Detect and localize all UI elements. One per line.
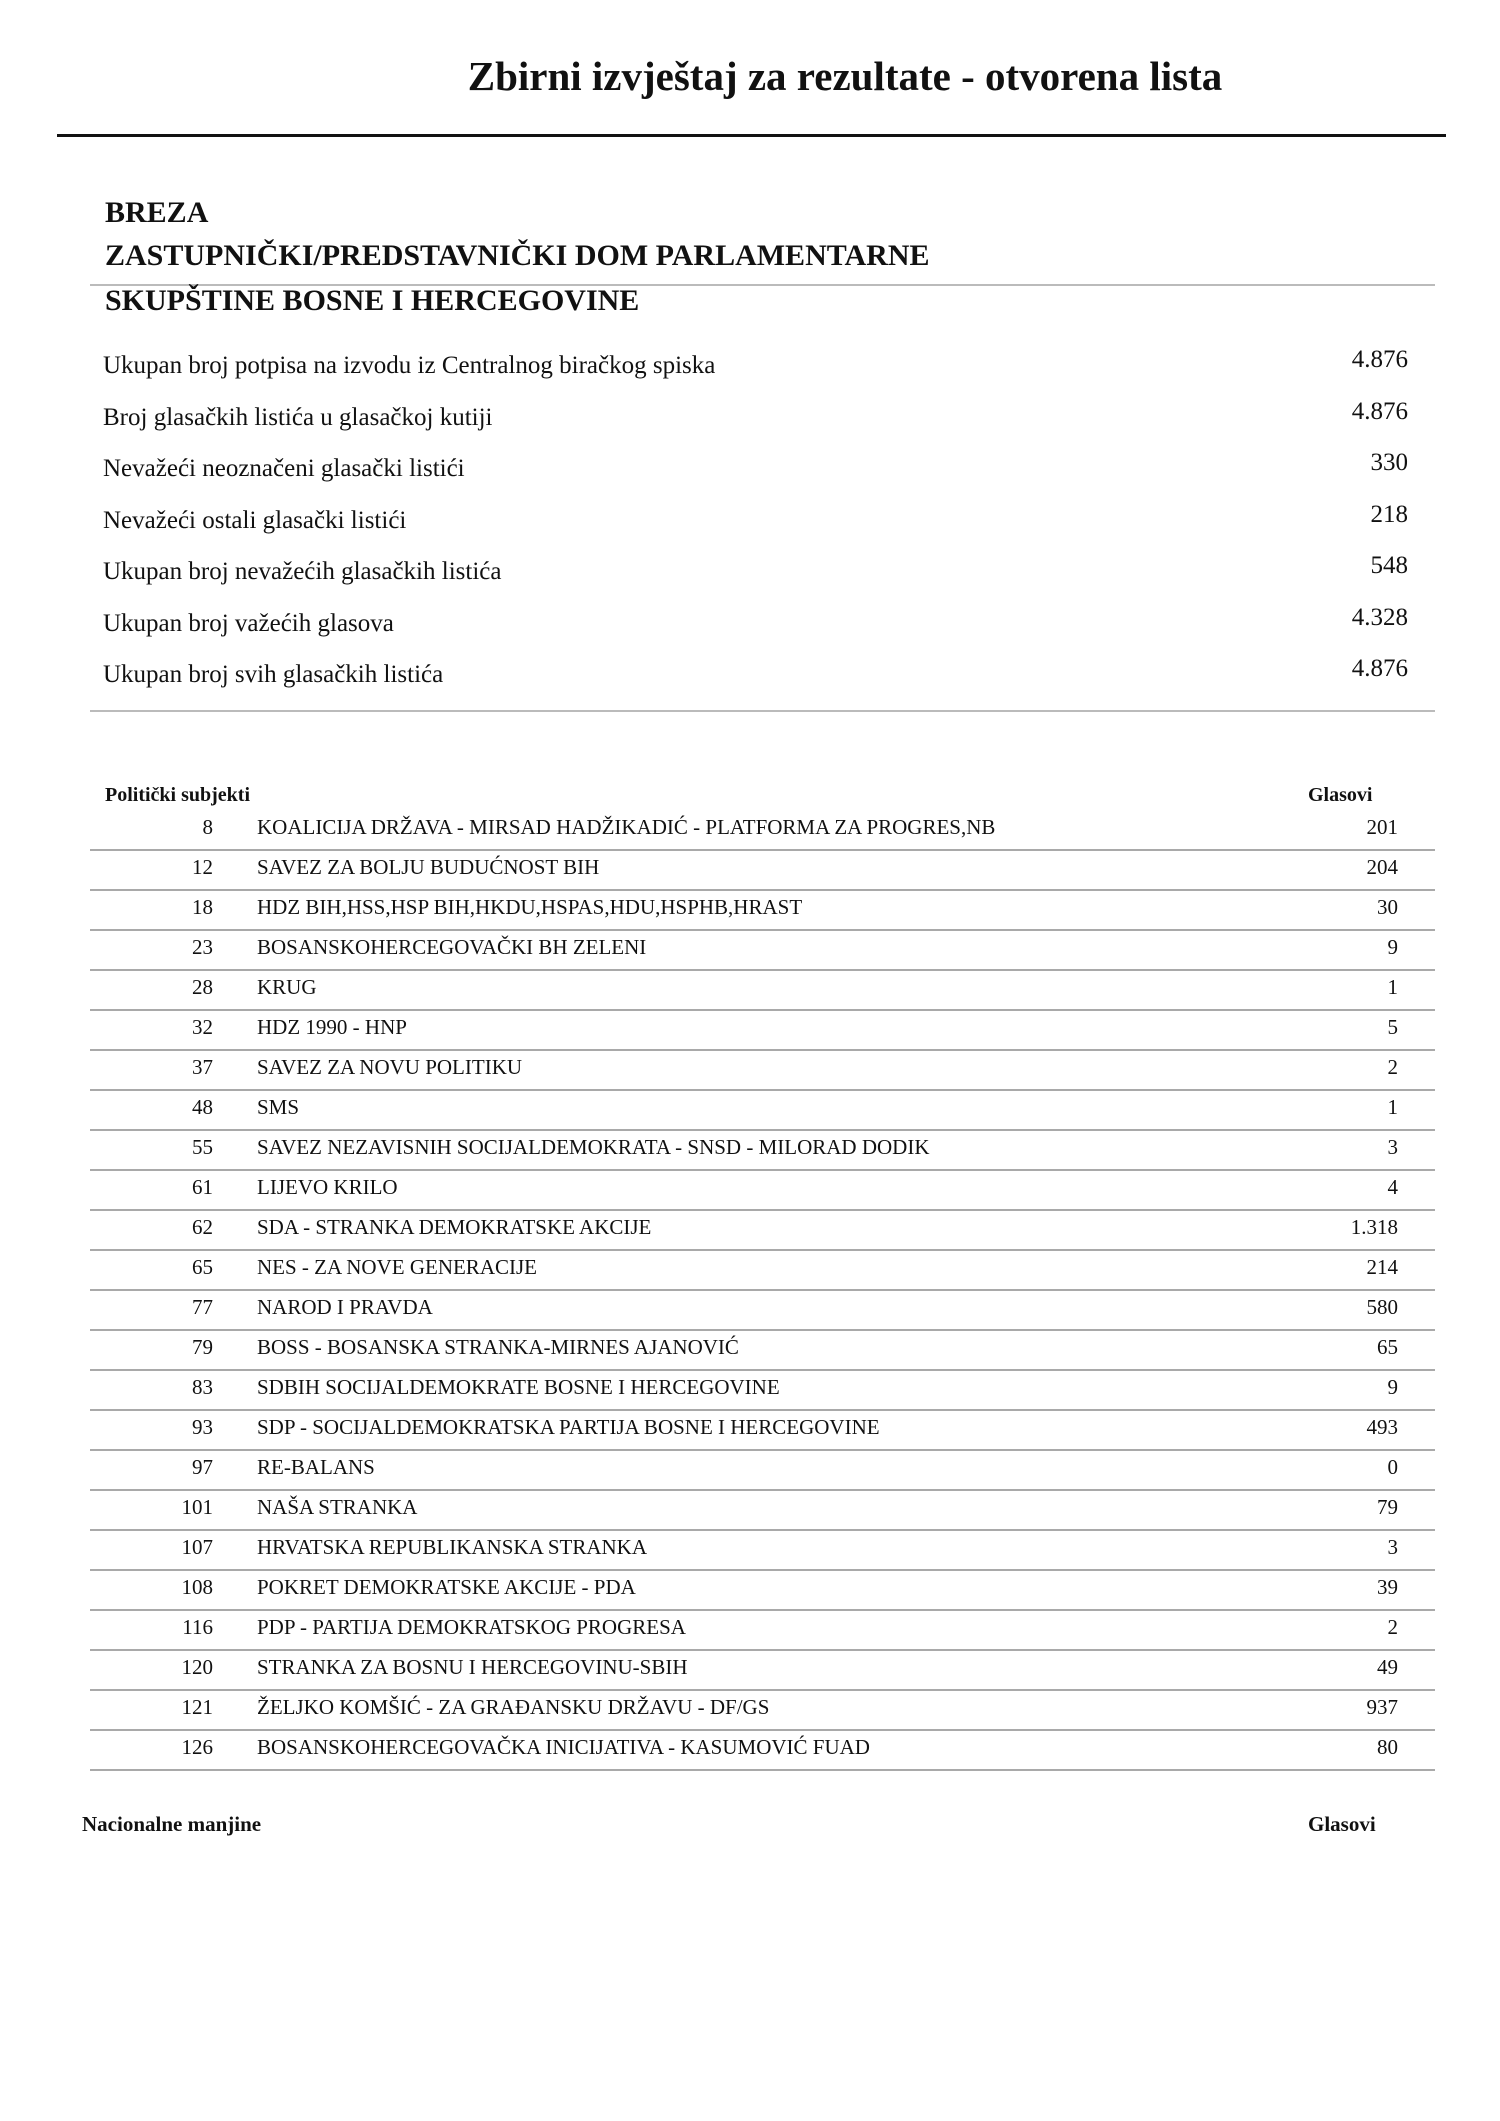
party-name: SAVEZ ZA BOLJU BUDUĆNOST BIH — [257, 855, 600, 879]
party-number: 12 — [192, 855, 213, 879]
table-row — [90, 891, 1435, 931]
table-row — [90, 1451, 1435, 1491]
summary-label: Nevažeći ostali glasački listići — [103, 506, 407, 534]
party-name: SDA - STRANKA DEMOKRATSKE AKCIJE — [257, 1215, 652, 1239]
summary-row — [103, 449, 1408, 507]
party-number: 55 — [192, 1135, 213, 1159]
party-votes: 9 — [1387, 935, 1398, 959]
party-votes: 204 — [1366, 855, 1398, 879]
party-name: BOSANSKOHERCEGOVAČKA INICIJATIVA - KASUMOVIĆ FUAD — [257, 1735, 870, 1759]
party-number: 93 — [192, 1415, 213, 1439]
party-name: SDBIH SOCIJALDEMOKRATE BOSNE I HERCEGOVINE — [257, 1375, 780, 1399]
party-votes: 79 — [1377, 1495, 1398, 1519]
summary-divider — [90, 710, 1435, 712]
party-name: SDP - SOCIJALDEMOKRATSKA PARTIJA BOSNE I HERCEGOVINE — [257, 1415, 880, 1439]
table-row — [90, 1251, 1435, 1291]
municipality-name: BREZA — [105, 196, 209, 229]
minorities-header-subjects: Nacionalne manjine — [82, 1812, 262, 1836]
party-votes: 5 — [1387, 1015, 1398, 1039]
summary-value: 218 — [1370, 500, 1408, 528]
summary-value: 4.876 — [1351, 346, 1408, 373]
table-row — [90, 1571, 1435, 1611]
party-name: BOSANSKOHERCEGOVAČKI BH ZELENI — [257, 935, 647, 959]
party-votes: 2 — [1387, 1615, 1398, 1639]
election-body-line2: SKUPŠTINE BOSNE I HERCEGOVINE — [105, 284, 640, 317]
party-number: 48 — [192, 1095, 213, 1119]
party-name: LIJEVO KRILO — [257, 1175, 398, 1199]
table-row — [90, 811, 1435, 851]
party-votes: 2 — [1387, 1055, 1398, 1079]
party-votes: 9 — [1387, 1375, 1398, 1399]
party-name: POKRET DEMOKRATSKE AKCIJE - PDA — [257, 1575, 636, 1599]
party-name: SMS — [257, 1095, 300, 1119]
party-name: SAVEZ ZA NOVU POLITIKU — [257, 1055, 523, 1079]
party-name: RE-BALANS — [257, 1455, 375, 1479]
table-row — [90, 1331, 1435, 1371]
summary-value: 4.876 — [1351, 655, 1408, 682]
table-row — [90, 1091, 1435, 1131]
table-row — [90, 1531, 1435, 1571]
summary-label: Ukupan broj potpisa na izvodu iz Centralnog biračkog spiska — [103, 352, 716, 379]
summary-label: Nevažeći neoznačeni glasački listići — [103, 455, 465, 482]
party-votes: 3 — [1387, 1135, 1398, 1159]
party-number: 97 — [192, 1455, 213, 1479]
table-row — [90, 851, 1435, 891]
party-number: 23 — [192, 935, 213, 959]
summary-value: 4.328 — [1351, 603, 1408, 631]
title-divider — [57, 134, 1446, 137]
summary-row — [103, 397, 1408, 456]
party-votes: 937 — [1366, 1695, 1398, 1719]
parties-table — [90, 811, 1435, 1771]
party-number: 101 — [181, 1495, 213, 1519]
minorities-header-votes: Glasovi — [1308, 1812, 1376, 1836]
party-votes: 4 — [1387, 1175, 1398, 1199]
table-row — [90, 1291, 1435, 1331]
party-votes: 65 — [1377, 1335, 1398, 1359]
table-row — [90, 1371, 1435, 1411]
table-row — [90, 1411, 1435, 1451]
party-name: ŽELJKO KOMŠIĆ - ZA GRAĐANSKU DRŽAVU - DF/GS — [257, 1695, 770, 1719]
party-number: 126 — [181, 1735, 213, 1759]
party-number: 121 — [181, 1695, 213, 1719]
party-number: 62 — [192, 1215, 213, 1239]
party-name: HDZ BIH,HSS,HSP BIH,HKDU,HSPAS,HDU,HSPHB,HRAST — [257, 895, 803, 919]
summary-label: Broj glasačkih listića u glasačkoj kutiji — [103, 403, 493, 431]
party-number: 8 — [202, 815, 213, 839]
party-name: KOALICIJA DRŽAVA - MIRSAD HADŽIKADIĆ - PLATFORMA ZA PROGRES,NB — [257, 815, 996, 839]
summary-section — [103, 346, 1408, 713]
party-votes: 3 — [1387, 1535, 1398, 1559]
party-number: 108 — [181, 1575, 213, 1599]
party-number: 65 — [192, 1255, 213, 1279]
party-number: 116 — [182, 1615, 213, 1639]
table-row — [90, 1131, 1435, 1171]
summary-label: Ukupan broj svih glasačkih listića — [103, 661, 444, 688]
party-number: 107 — [181, 1535, 213, 1559]
party-name: KRUG — [257, 975, 317, 999]
summary-row — [103, 552, 1408, 610]
parties-header-votes: Glasovi — [1308, 784, 1373, 806]
party-votes: 39 — [1377, 1575, 1398, 1599]
party-name: STRANKA ZA BOSNU I HERCEGOVINU-SBIH — [257, 1655, 688, 1679]
summary-row — [103, 655, 1408, 713]
table-row — [90, 931, 1435, 971]
party-number: 83 — [192, 1375, 213, 1399]
party-votes: 1 — [1387, 975, 1398, 999]
party-number: 79 — [192, 1335, 213, 1359]
party-votes: 580 — [1366, 1295, 1398, 1319]
table-row — [90, 1011, 1435, 1051]
election-body-line1: ZASTUPNIČKI/PREDSTAVNIČKI DOM PARLAMENTARNE — [105, 239, 930, 272]
summary-value: 4.876 — [1351, 397, 1408, 425]
table-row — [90, 1491, 1435, 1531]
party-votes: 1.318 — [1350, 1215, 1398, 1239]
summary-label: Ukupan broj nevažećih glasačkih listića — [103, 558, 502, 585]
party-votes: 49 — [1377, 1655, 1398, 1679]
party-votes: 30 — [1377, 895, 1398, 919]
party-number: 37 — [192, 1055, 213, 1079]
summary-row — [103, 500, 1408, 559]
party-number: 77 — [192, 1295, 213, 1319]
table-row — [90, 1611, 1435, 1651]
party-name: BOSS - BOSANSKA STRANKA-MIRNES AJANOVIĆ — [257, 1335, 739, 1359]
party-name: HDZ 1990 - HNP — [257, 1015, 407, 1039]
summary-label: Ukupan broj važećih glasova — [103, 609, 394, 637]
party-name: NES - ZA NOVE GENERACIJE — [257, 1255, 537, 1279]
summary-value: 330 — [1370, 449, 1408, 476]
party-votes: 493 — [1366, 1415, 1398, 1439]
summary-row — [103, 603, 1408, 662]
party-name: PDP - PARTIJA DEMOKRATSKOG PROGRESA — [257, 1615, 686, 1639]
table-row — [90, 1051, 1435, 1091]
party-number: 18 — [192, 895, 213, 919]
party-number: 61 — [192, 1175, 213, 1199]
party-votes: 214 — [1366, 1255, 1398, 1279]
party-number: 28 — [192, 975, 213, 999]
party-votes: 1 — [1387, 1095, 1398, 1119]
party-votes: 201 — [1366, 815, 1398, 839]
party-name: NAŠA STRANKA — [257, 1495, 418, 1519]
table-row — [90, 1731, 1435, 1771]
table-row — [90, 1171, 1435, 1211]
party-number: 120 — [181, 1655, 213, 1679]
party-name: NAROD I PRAVDA — [257, 1295, 433, 1319]
party-number: 32 — [192, 1015, 213, 1039]
party-name: HRVATSKA REPUBLIKANSKA STRANKA — [257, 1535, 647, 1559]
party-name: SAVEZ NEZAVISNIH SOCIJALDEMOKRATA - SNSD - MILORAD DODIK — [257, 1135, 930, 1159]
summary-row — [103, 346, 1408, 404]
parties-header-subjects: Politički subjekti — [105, 784, 251, 806]
summary-value: 548 — [1370, 552, 1408, 579]
table-row — [90, 1651, 1435, 1691]
report-title: Zbirni izvještaj za rezultate - otvorena lista — [467, 53, 1223, 99]
table-row — [90, 1691, 1435, 1731]
table-row — [90, 1211, 1435, 1251]
party-votes: 0 — [1387, 1455, 1398, 1479]
party-votes: 80 — [1377, 1735, 1398, 1759]
table-row — [90, 971, 1435, 1011]
